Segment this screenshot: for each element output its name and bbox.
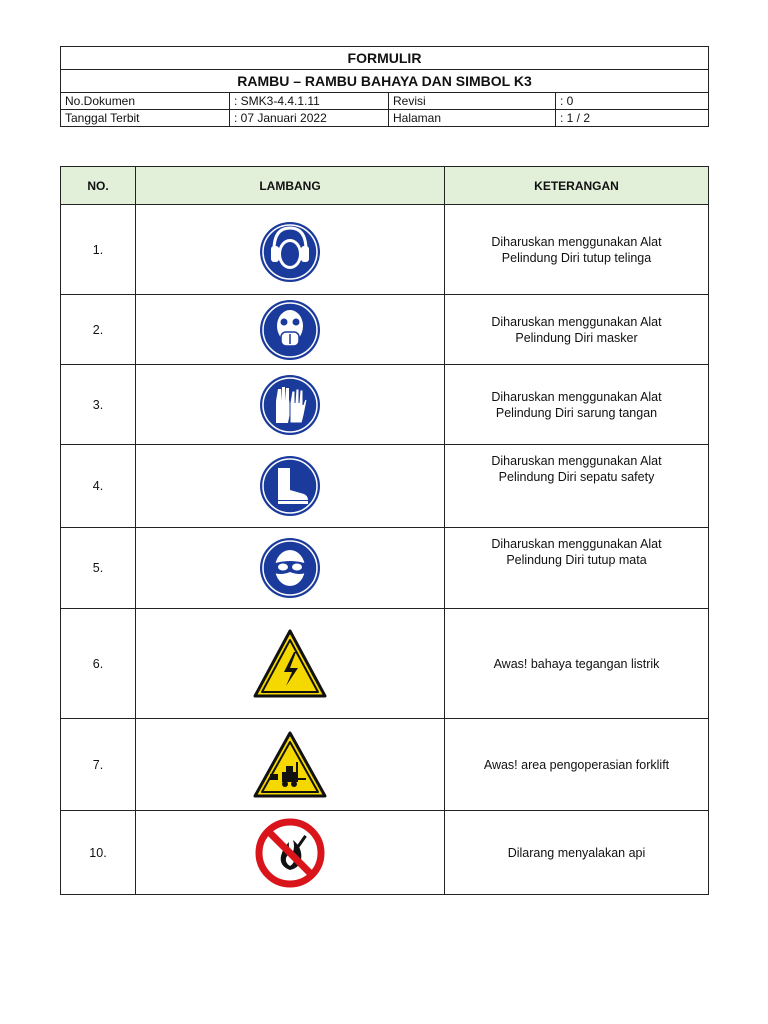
desc-line: Pelindung Diri sepatu safety [498, 470, 655, 484]
desc-line: Pelindung Diri masker [515, 330, 638, 345]
desc-line: Diharuskan menggunakan Alat [491, 314, 662, 329]
date-label: Tanggal Terbit [61, 110, 230, 127]
date-value: : 07 Januari 2022 [230, 110, 389, 127]
form-label: FORMULIR [61, 47, 709, 70]
row-desc [445, 811, 709, 895]
row-desc [445, 205, 709, 295]
table-row [61, 528, 709, 609]
table-row [61, 295, 709, 365]
form-header [60, 46, 709, 127]
row-sign [136, 528, 445, 609]
row-no: 4. [61, 445, 136, 528]
row-sign [136, 205, 445, 295]
desc-line: Awas! area pengoperasian forklift [483, 757, 670, 772]
desc-line: Awas! bahaya tegangan listrik [493, 656, 660, 671]
row-sign [136, 811, 445, 895]
row-desc [445, 528, 709, 609]
row-desc [445, 445, 709, 528]
row-desc [445, 295, 709, 365]
row-sign [136, 445, 445, 528]
row-no: 6. [61, 609, 136, 719]
page-value: : 1 / 2 [556, 110, 709, 127]
mask-icon [258, 298, 322, 362]
form-title: RAMBU – RAMBU BAHAYA DAN SIMBOL K3 [61, 70, 709, 93]
row-desc [445, 719, 709, 811]
doc-no-label: No.Dokumen [61, 93, 230, 110]
row-no: 5. [61, 528, 136, 609]
no-open-flame-icon [255, 818, 325, 888]
desc-line: Diharuskan menggunakan Alat [491, 389, 662, 404]
row-desc [445, 365, 709, 445]
row-no: 10. [61, 811, 136, 895]
row-sign [136, 295, 445, 365]
goggles-icon [258, 536, 322, 600]
desc-line: Diharuskan menggunakan Alat [491, 537, 662, 551]
desc-line: Pelindung Diri sarung tangan [495, 405, 658, 420]
revisi-label: Revisi [389, 93, 556, 110]
doc-no-value: : SMK3-4.4.1.11 [230, 93, 389, 110]
table-row [61, 445, 709, 528]
row-sign [136, 365, 445, 445]
desc-line: Pelindung Diri tutup telinga [501, 250, 652, 265]
col-lambang: LAMBANG [136, 167, 445, 205]
table-row [61, 719, 709, 811]
page-label: Halaman [389, 110, 556, 127]
revisi-value: : 0 [556, 93, 709, 110]
signs-table [60, 166, 709, 895]
safety-boot-icon [258, 454, 322, 518]
row-no: 1. [61, 205, 136, 295]
row-sign [136, 719, 445, 811]
row-sign [136, 609, 445, 719]
forklift-warning-icon [252, 730, 328, 800]
table-row [61, 811, 709, 895]
desc-line: Diharuskan menggunakan Alat [491, 454, 662, 468]
desc-line: Diharuskan menggunakan Alat [491, 234, 662, 249]
row-no: 2. [61, 295, 136, 365]
table-row [61, 609, 709, 719]
gloves-icon [258, 373, 322, 437]
table-row [61, 365, 709, 445]
col-no: NO. [61, 167, 136, 205]
table-row [61, 205, 709, 295]
col-keterangan: KETERANGAN [445, 167, 709, 205]
desc-line: Pelindung Diri tutup mata [506, 553, 647, 567]
electric-hazard-icon [252, 628, 328, 700]
ear-protection-icon [258, 214, 322, 286]
row-no: 3. [61, 365, 136, 445]
row-no: 7. [61, 719, 136, 811]
desc-line: Dilarang menyalakan api [507, 845, 646, 860]
row-desc [445, 609, 709, 719]
